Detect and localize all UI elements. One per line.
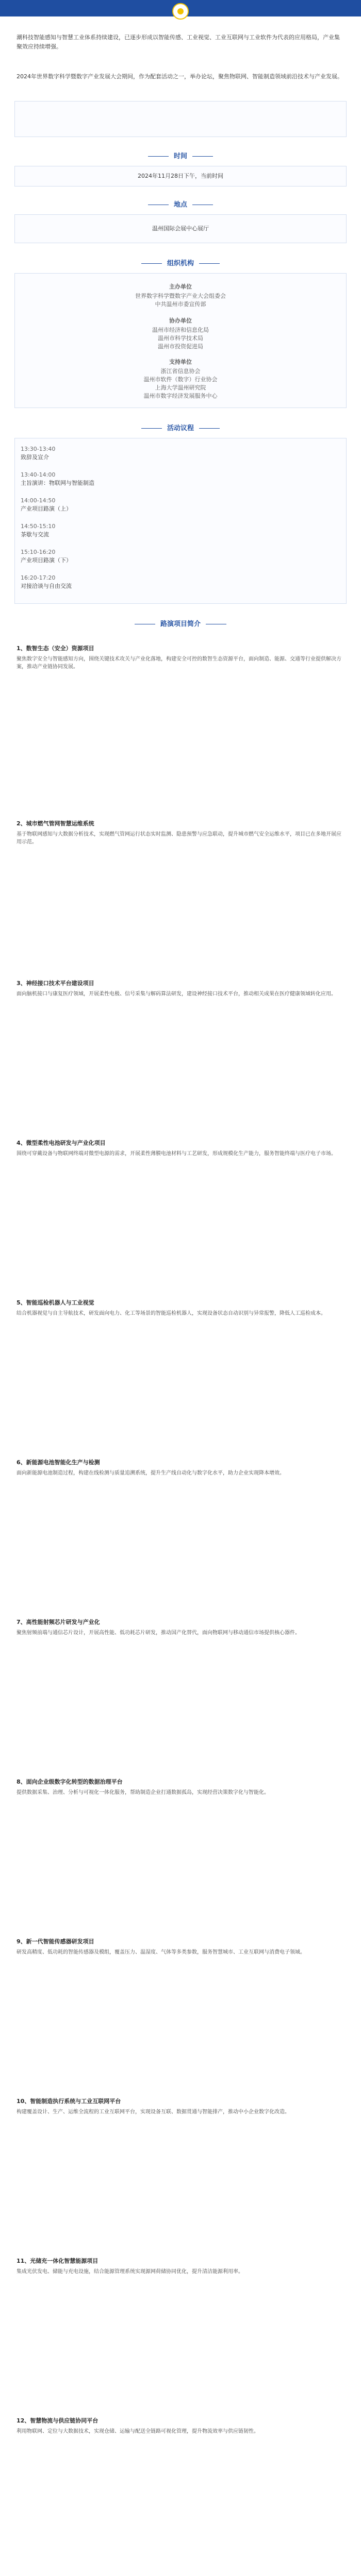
host-label: 主办单位: [169, 283, 192, 290]
topic-body: 研发高精度、低功耗的智能传感器及模组，覆盖压力、温湿度、气体等多类参数，服务智慧城市、工业互联网与消费电子领域。: [17, 1950, 305, 1955]
time-card: [14, 166, 347, 187]
topic-body: 围绕可穿戴设备与物联网终端对微型电源的需求，开展柔性薄膜电池材料与工艺研发，形成规模化生产能力，服务智能终端与医疗电子市场。: [17, 1151, 336, 1157]
topic-heading: 1、数智生态（安全）资源项目: [17, 645, 94, 652]
section-title-time: 时间: [0, 150, 361, 160]
co-item: 温州市经济和信息化局: [152, 327, 209, 333]
topic-heading: 7、高性能射频芯片研发与产业化: [17, 1619, 100, 1625]
agenda-row: 16:20-17:20 对接洽谈与自由交流: [21, 574, 72, 589]
topic-body: 集成光伏发电、储能与充电设施，结合能源管理系统实现源网荷储协同优化，提升清洁能源利用率。: [17, 2269, 243, 2275]
topic-heading: 3、神经接口技术平台建设项目: [17, 980, 94, 987]
section-title-agenda: 活动议程: [0, 422, 361, 432]
intro-paragraph-2: 2024年世界数字科学暨数字产业发展大会期间，作为配套活动之一，举办论坛，聚焦物联网、智能制造领域前沿技术与产业发展。: [17, 73, 343, 80]
agenda-row: 13:30-13:40 致辞及宣介: [21, 446, 56, 461]
topic-heading: 10、智能制造执行系统与工业互联网平台: [17, 2098, 121, 2105]
co-label: 协办单位: [169, 317, 192, 324]
section-title-org: 组织机构: [0, 258, 361, 267]
agenda-row: 14:00-14:50 产业项目路演（上）: [21, 497, 72, 512]
host-item: 中共温州市委宣传部: [155, 301, 206, 308]
topic-body: 提供数据采集、治理、分析与可视化一体化服务，帮助制造企业打通数据孤岛，实现经营决策数字化与智能化。: [17, 1790, 269, 1795]
support-item: 温州市软件（数字）行业协会: [143, 376, 218, 383]
topic-body: 聚焦数字安全与智能感知方向，围绕关键技术攻关与产业化落地，构建安全可控的数智生态资源平台，面向制造、能源、交通等行业提供解决方案，推动产业链协同发展。: [17, 656, 341, 670]
agenda-row: 13:40-14:00 主旨演讲：物联网与智能制造: [21, 471, 94, 486]
topic-heading: 11、光储充一体化智慧能源项目: [17, 2258, 99, 2264]
support-item: 上海大学温州研究院: [155, 384, 206, 391]
topic-heading: 5、智能巡检机器人与工业视觉: [17, 1299, 94, 1306]
agenda-row: 14:50-15:10 茶歇与交流: [21, 523, 56, 538]
top-banner: [0, 0, 361, 16]
event-place: 温州国际会展中心展厅: [152, 225, 209, 232]
topic-body: 构建覆盖设计、生产、运维全流程的工业互联网平台，实现设备互联、数据贯通与智能排产，推动中小企业数字化改造。: [17, 2109, 290, 2115]
topic-heading: 4、微型柔性电池研发与产业化项目: [17, 1140, 106, 1146]
place-card: [14, 214, 347, 243]
intro-card: [14, 101, 347, 137]
topic-body: 聚焦射频前端与通信芯片设计，开展高性能、低功耗芯片研发，推动国产化替代，面向物联网与移动通信市场提供核心器件。: [17, 1630, 300, 1636]
section-title-place: 地点: [0, 199, 361, 209]
topic-body: 基于物联网感知与大数据分析技术，实现燃气管网运行状态实时监测、隐患预警与应急联动，提升城市燃气安全运维水平，项目已在多地开展应用示范。: [17, 832, 341, 845]
topic-heading: 12、智慧物流与供应链协同平台: [17, 2417, 99, 2424]
topic-heading: 8、面向企业级数字化转型的数据治理平台: [17, 1778, 123, 1785]
support-item: 温州市数字经济发展服务中心: [143, 393, 218, 399]
logo-icon: [172, 3, 189, 20]
intro-paragraph-1: 潮科技智能感知与智慧工业体系持续建设，已逐步形成以智能传感、工业视觉、工业互联网与工业软件为代表的应用格局，产业集聚效应持续增强。: [17, 34, 340, 50]
topic-heading: 6、新能源电池智能化生产与检测: [17, 1459, 100, 1466]
support-item: 浙江省信息协会: [160, 368, 201, 375]
topic-body: 面向新能源电池制造过程，构建在线检测与质量追溯系统，提升生产线自动化与数字化水平，助力企业实现降本增效。: [17, 1470, 285, 1476]
topic-heading: 9、新一代智能传感器研发项目: [17, 1938, 94, 1945]
agenda-row: 15:10-16:20 产业项目路演（下）: [21, 549, 72, 564]
host-item: 世界数字科学暨数字产业大会组委会: [135, 293, 226, 299]
co-item: 温州市投资促进局: [158, 343, 203, 350]
topic-body: 面向脑机接口与康复医疗领域，开展柔性电极、信号采集与解码算法研发，建设神经接口技术平台，推动相关成果在医疗健康领域转化应用。: [17, 991, 336, 997]
co-item: 温州市科学技术局: [158, 335, 203, 342]
topic-body: 利用物联网、定位与大数据技术，实现仓储、运输与配送全链路可视化管理，提升物流效率与供应链韧性。: [17, 2429, 259, 2434]
event-time: 2024年11月28日下午，当前时间: [138, 173, 223, 179]
section-title-topics: 路演项目简介: [0, 618, 361, 628]
topic-body: 结合机器视觉与自主导航技术，研发面向电力、化工等场景的智能巡检机器人，实现设备状态自动识别与异常报警，降低人工巡检成本。: [17, 1311, 326, 1316]
support-label: 支持单位: [169, 359, 192, 365]
topic-heading: 2、城市燃气管网智慧运维系统: [17, 820, 94, 827]
